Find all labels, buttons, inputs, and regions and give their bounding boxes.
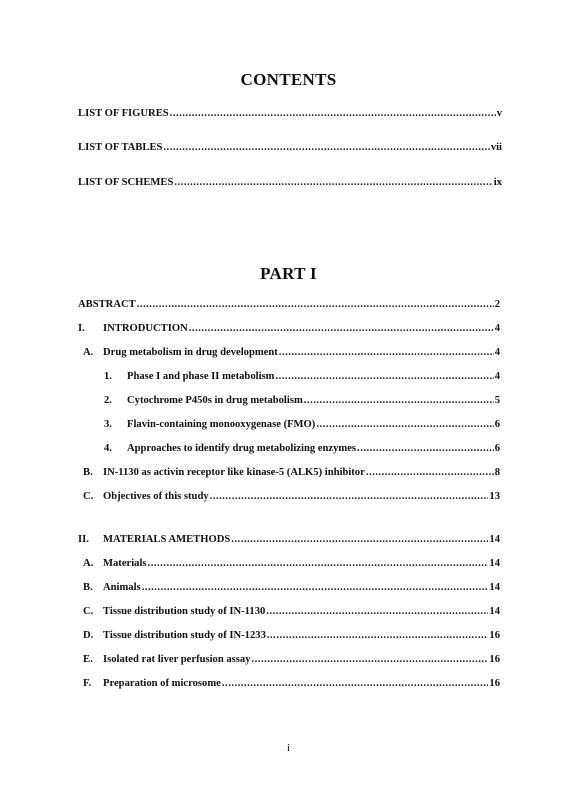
toc-entry-objectives[interactable]: [83, 491, 500, 502]
dot-leader: [266, 606, 488, 617]
dot-leader: [222, 678, 489, 689]
part-title: PART I: [260, 264, 317, 283]
toc-entry-label: Cytochrome P450s in drug metabolism: [127, 395, 303, 406]
toc-entry-phase-metabolism[interactable]: [104, 371, 500, 382]
toc-entry-page: 4: [494, 347, 500, 358]
toc-entry-page: vii: [490, 142, 502, 153]
toc-entry-label: ABSTRACT: [78, 299, 136, 310]
toc-entry-number: F.: [83, 678, 92, 689]
toc-entry-label: Tissue distribution study of IN-1233: [103, 630, 266, 641]
toc-entry-number: 3.: [104, 419, 112, 430]
toc-entry-microsome[interactable]: [83, 678, 500, 689]
toc-entry-page: ix: [493, 177, 502, 188]
dot-leader: [279, 347, 494, 358]
toc-entry-animals[interactable]: [83, 582, 500, 593]
dot-leader: [304, 395, 494, 406]
dot-leader: [210, 491, 489, 502]
toc-entry-label: Animals: [103, 582, 141, 593]
toc-entry-label: LIST OF FIGURES: [78, 108, 169, 119]
toc-entry-number: 2.: [104, 395, 112, 406]
toc-entry-page: 8: [494, 467, 500, 478]
toc-entry-page: 16: [489, 678, 500, 689]
contents-title: CONTENTS: [240, 70, 337, 89]
dot-leader: [267, 630, 489, 641]
dot-leader: [189, 323, 494, 334]
toc-entry-number: I.: [78, 323, 85, 334]
toc-entry-number: B.: [83, 582, 93, 593]
dot-leader: [252, 654, 489, 665]
dot-leader: [316, 419, 493, 430]
toc-entry-number: B.: [83, 467, 93, 478]
toc-entry-list-of-schemes[interactable]: [78, 177, 502, 188]
toc-entry-label: Preparation of microsome: [103, 678, 221, 689]
toc-entry-number: 1.: [104, 371, 112, 382]
toc-entry-label: LIST OF TABLES: [78, 142, 163, 153]
toc-entry-page: 16: [489, 630, 500, 641]
toc-entry-in1130-inhibitor[interactable]: [83, 467, 500, 478]
toc-entry-number: E.: [83, 654, 93, 665]
toc-entry-page: 2: [494, 299, 500, 310]
toc-entry-page: 5: [494, 395, 500, 406]
toc-entry-label: Tissue distribution study of IN-1130: [103, 606, 266, 617]
toc-entry-page: 4: [494, 323, 500, 334]
toc-entry-page: 16: [489, 654, 500, 665]
toc-entry-label: Isolated rat liver perfusion assay: [103, 654, 251, 665]
toc-entry-cytochrome-p450[interactable]: [104, 395, 500, 406]
toc-entry-materials-methods[interactable]: [78, 534, 500, 545]
toc-entry-fmo[interactable]: [104, 419, 500, 430]
toc-entry-drug-metabolism[interactable]: [83, 347, 500, 358]
toc-entry-label: Flavin-containing monooxygenase (FMO): [127, 419, 316, 430]
page-number: i: [286, 742, 291, 754]
dot-leader: [275, 371, 493, 382]
toc-entry-abstract[interactable]: [78, 299, 500, 310]
toc-entry-number: A.: [83, 347, 94, 358]
toc-entry-label: IN-1130 as activin receptor like kinase-5 (ALK5) inhibitor: [103, 467, 365, 478]
toc-entry-page: 13: [489, 491, 500, 502]
toc-entry-page: 6: [494, 443, 500, 454]
toc-entry-label: Drug metabolism in drug development: [103, 347, 278, 358]
toc-entry-page: 6: [494, 419, 500, 430]
toc-entry-list-of-tables[interactable]: [78, 142, 502, 153]
toc-entry-page: 14: [489, 582, 500, 593]
toc-entry-number: A.: [83, 558, 94, 569]
toc-entry-page: 4: [494, 371, 500, 382]
toc-entry-liver-perfusion[interactable]: [83, 654, 500, 665]
toc-entry-page: 14: [489, 534, 500, 545]
toc-entry-label: Phase I and phase II metabolism: [127, 371, 275, 382]
toc-entry-number: C.: [83, 606, 94, 617]
toc-entry-number: C.: [83, 491, 94, 502]
toc-entry-tissue-distribution-in1233[interactable]: [83, 630, 500, 641]
dot-leader: [231, 534, 488, 545]
toc-entry-label: LIST OF SCHEMES: [78, 177, 174, 188]
toc-entry-materials[interactable]: [83, 558, 500, 569]
toc-entry-page: v: [496, 108, 502, 119]
toc-entry-list-of-figures[interactable]: [78, 108, 502, 119]
toc-entry-label: Objectives of this study: [103, 491, 209, 502]
dot-leader: [170, 108, 496, 119]
toc-entry-label: INTRODUCTION: [103, 323, 188, 334]
dot-leader: [163, 142, 489, 153]
toc-entry-number: II.: [78, 534, 89, 545]
toc-entry-tissue-distribution-in1130[interactable]: [83, 606, 500, 617]
dot-leader: [357, 443, 494, 454]
toc-entry-label: MATERIALS AMETHODS: [103, 534, 231, 545]
toc-entry-page: 14: [489, 558, 500, 569]
toc-entry-number: D.: [83, 630, 94, 641]
toc-entry-page: 14: [489, 606, 500, 617]
dot-leader: [174, 177, 492, 188]
toc-entry-number: 4.: [104, 443, 112, 454]
dot-leader: [366, 467, 494, 478]
toc-entry-label: Approaches to identify drug metabolizing enzymes: [127, 443, 357, 454]
dot-leader: [137, 299, 494, 310]
toc-entry-approaches[interactable]: [104, 443, 500, 454]
dot-leader: [148, 558, 489, 569]
toc-entry-label: Materials: [103, 558, 147, 569]
dot-leader: [142, 582, 489, 593]
toc-entry-introduction[interactable]: [78, 323, 500, 334]
